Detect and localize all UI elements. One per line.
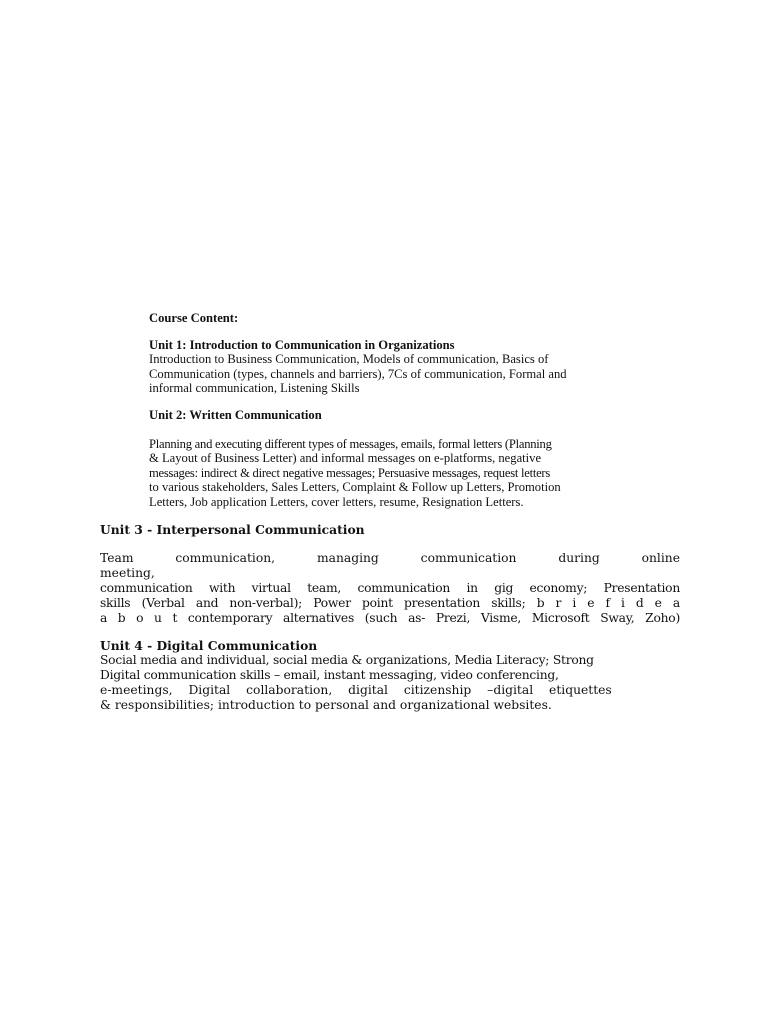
- unit2-line: Planning and executing different types of messages, emails, formal letters (Planning: [149, 436, 552, 451]
- unit4-line: Social media and individual, social media & organizations, Media Literacy; Strong: [100, 653, 594, 667]
- unit2-line: messages: indirect & direct negative messages; Persuasive messages, request letters: [149, 465, 551, 480]
- unit2-heading: Unit 2: Written Communication: [149, 407, 322, 422]
- unit1-heading: Unit 1: Introduction to Communication in Organizations: [149, 337, 455, 352]
- unit4-line: & responsibilities; introduction to personal and organizational websites.: [100, 698, 552, 712]
- unit3-line: communication with virtual team, communication in gig economy; Presentation: [100, 581, 680, 595]
- unit2-line: & Layout of Business Letter) and informal messages on e-platforms, negative: [149, 451, 542, 466]
- unit1-line: Introduction to Business Communication, Models of communication, Basics of: [149, 352, 549, 367]
- unit3-line: a b o u t contemporary alternatives (such as- Prezi, Visme, Microsoft Sway, Zoho): [100, 611, 680, 625]
- syllabus-upper-section: [149, 311, 667, 510]
- syllabus-lower-section: [100, 522, 680, 713]
- course-content-heading: Course Content:: [149, 311, 239, 325]
- unit3-line: Team communication, managing communication during online meeting,: [100, 551, 680, 580]
- unit3-heading: Unit 3 - Interpersonal Communication: [100, 522, 365, 537]
- unit3-description: [100, 551, 680, 626]
- unit1-line: informal communication, Listening Skills: [149, 381, 360, 396]
- unit4-line: Digital communication skills – email, instant messaging, video conferencing,: [100, 668, 559, 682]
- unit2-line: Letters, Job application Letters, cover letters, resume, Resignation Letters.: [149, 494, 524, 509]
- unit2-description: [149, 437, 667, 510]
- unit4-line: e-meetings, Digital collaboration, digital citizenship –digital etiquettes: [100, 683, 612, 697]
- unit4-description: [100, 653, 680, 713]
- unit4-heading: Unit 4 - Digital Communication: [100, 638, 318, 653]
- unit1-line: Communication (types, channels and barriers), 7Cs of communication, Formal and: [149, 366, 567, 381]
- unit2-line: to various stakeholders, Sales Letters, Complaint & Follow up Letters, Promotion: [149, 480, 561, 495]
- unit1-description: [149, 352, 667, 396]
- unit3-line: skills (Verbal and non-verbal); Power point presentation skills; b r i e f i d e a: [100, 596, 680, 610]
